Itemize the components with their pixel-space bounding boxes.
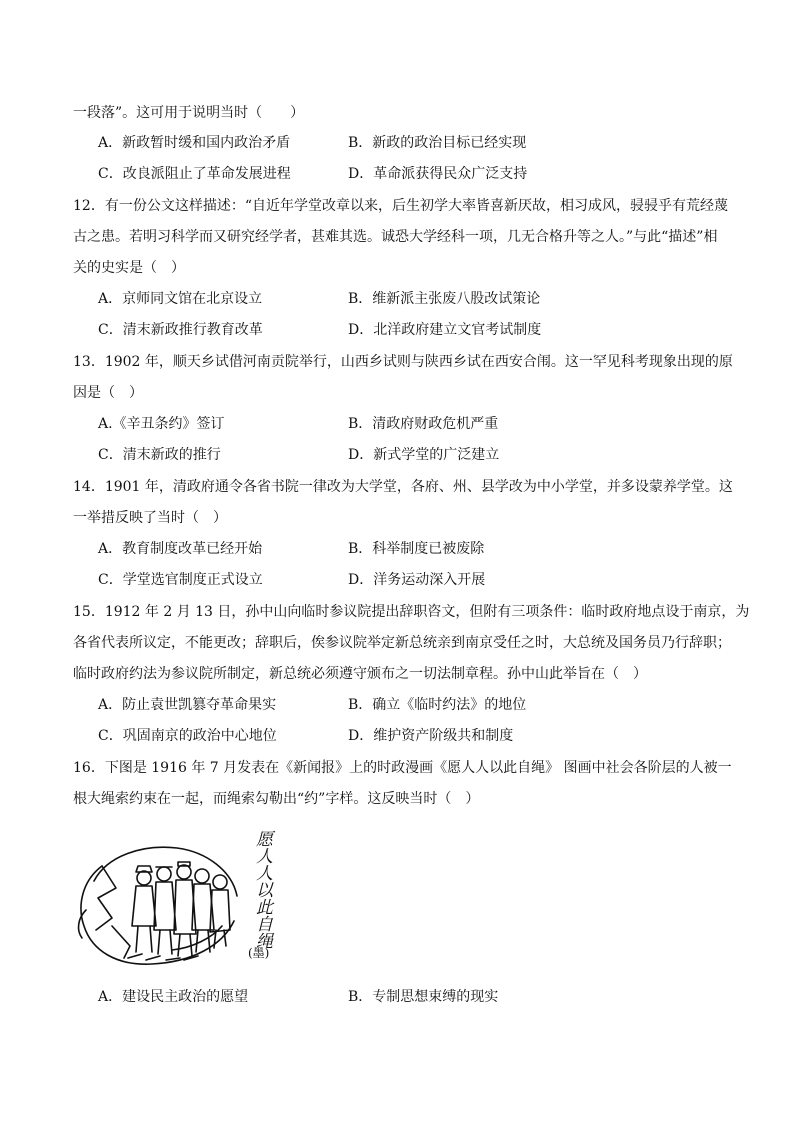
political-cartoon-image <box>72 826 282 972</box>
cartoon-caption: 愿人人以此自绳 <box>252 830 272 949</box>
q13-stem-line-2: 因是（ ） <box>73 385 143 401</box>
q15-stem-line-2: 各省代表所议定，不能更改；辞职后，俟参议院举定新总统亲到南京受任之时，大总统及国务员乃行辞职； <box>73 635 731 651</box>
q15-option-d: D．维护资产阶级共和制度 <box>348 728 514 744</box>
q12-option-d: D．北洋政府建立文官考试制度 <box>348 322 542 338</box>
q15-option-c: C．巩固南京的政治中心地位 <box>98 728 277 744</box>
q15-stem-line-3: 临时政府约法为参议院所制定，新总统必须遵守颁布之一切法制章程。孙中山此举旨在（ ） <box>73 666 647 682</box>
q14-stem-line-2: 一举措反映了当时（ ） <box>73 510 227 526</box>
q12-stem-line-1: 12．有一份公文这样描述：“自近年学堂改章以来，后生初学大率皆喜新厌故，相习成风，骎骎乎有荒经蔑 <box>73 198 728 214</box>
q11-option-b: B．新政的政治目标已经实现 <box>348 135 527 151</box>
cartoon-signature: (墨) <box>248 946 270 960</box>
q16-option-b: B．专制思想束缚的现实 <box>348 989 499 1005</box>
q12-stem-line-2: 古之患。若明习科学而又研究经学者，甚难其选。诚恐大学经科一项，几无合格升等之人。”与此“描述”相 <box>73 229 718 245</box>
q13-option-c: C．清末新政的推行 <box>98 447 221 463</box>
q11-option-c: C．改良派阻止了革命发展进程 <box>98 166 291 182</box>
cartoon-caption-image <box>252 830 274 949</box>
q12-option-c: C．清末新政推行教育改革 <box>98 322 263 338</box>
q14-stem-line-1: 14．1901 年，清政府通令各省书院一律改为大学堂，各府、州、县学改为中小学堂，并多设蒙养学堂。这 <box>73 479 733 495</box>
q12-stem-line-3: 关的史实是（ ） <box>73 260 185 276</box>
q13-option-b: B．清政府财政危机严重 <box>348 416 499 432</box>
q14-option-c: C．学堂选官制度正式设立 <box>98 572 263 588</box>
q12-option-b: B．维新派主张废八股改试策论 <box>348 291 541 307</box>
q14-option-a: A．教育制度改革已经开始 <box>98 541 263 557</box>
q13-stem-line-1: 13．1902 年，顺天乡试借河南贡院举行，山西乡试则与陕西乡试在西安合闱。这一罕见科考现象出现的原 <box>73 354 733 370</box>
q15-option-a: A．防止袁世凯篡夺革命果实 <box>98 697 277 713</box>
q12-option-a: A．京师同文馆在北京设立 <box>98 291 263 307</box>
q14-option-d: D．洋务运动深入开展 <box>348 572 486 588</box>
q14-option-b: B．科举制度已被废除 <box>348 541 485 557</box>
q13-option-d: D．新式学堂的广泛建立 <box>348 447 500 463</box>
q13-option-a: A.《辛丑条约》签订 <box>98 416 225 432</box>
q11-stem: 一段落”。这可用于说明当时（ ） <box>73 105 305 121</box>
q11-option-a: A．新政暂时缓和国内政治矛盾 <box>98 135 291 151</box>
q16-stem-line-2: 根大绳索约束在一起，而绳索勾勒出“约”字样。这反映当时（ ） <box>73 791 480 807</box>
q16-option-a: A．建设民主政治的愿望 <box>98 989 249 1005</box>
q11-option-d: D．革命派获得民众广泛支持 <box>348 166 528 182</box>
q15-stem-line-1: 15．1912 年 2 月 13 日，孙中山向临时参议院提出辞职咨文，但附有三项条件：临时政府地点设于南京，为 <box>73 604 750 620</box>
q15-option-b: B．确立《临时约法》的地位 <box>348 697 527 713</box>
q16-stem-line-1: 16．下图是 1916 年 7 月发表在《新闻报》上的时政漫画《愿人人以此自绳》 图画中社会各阶层的人被一 <box>73 760 732 776</box>
